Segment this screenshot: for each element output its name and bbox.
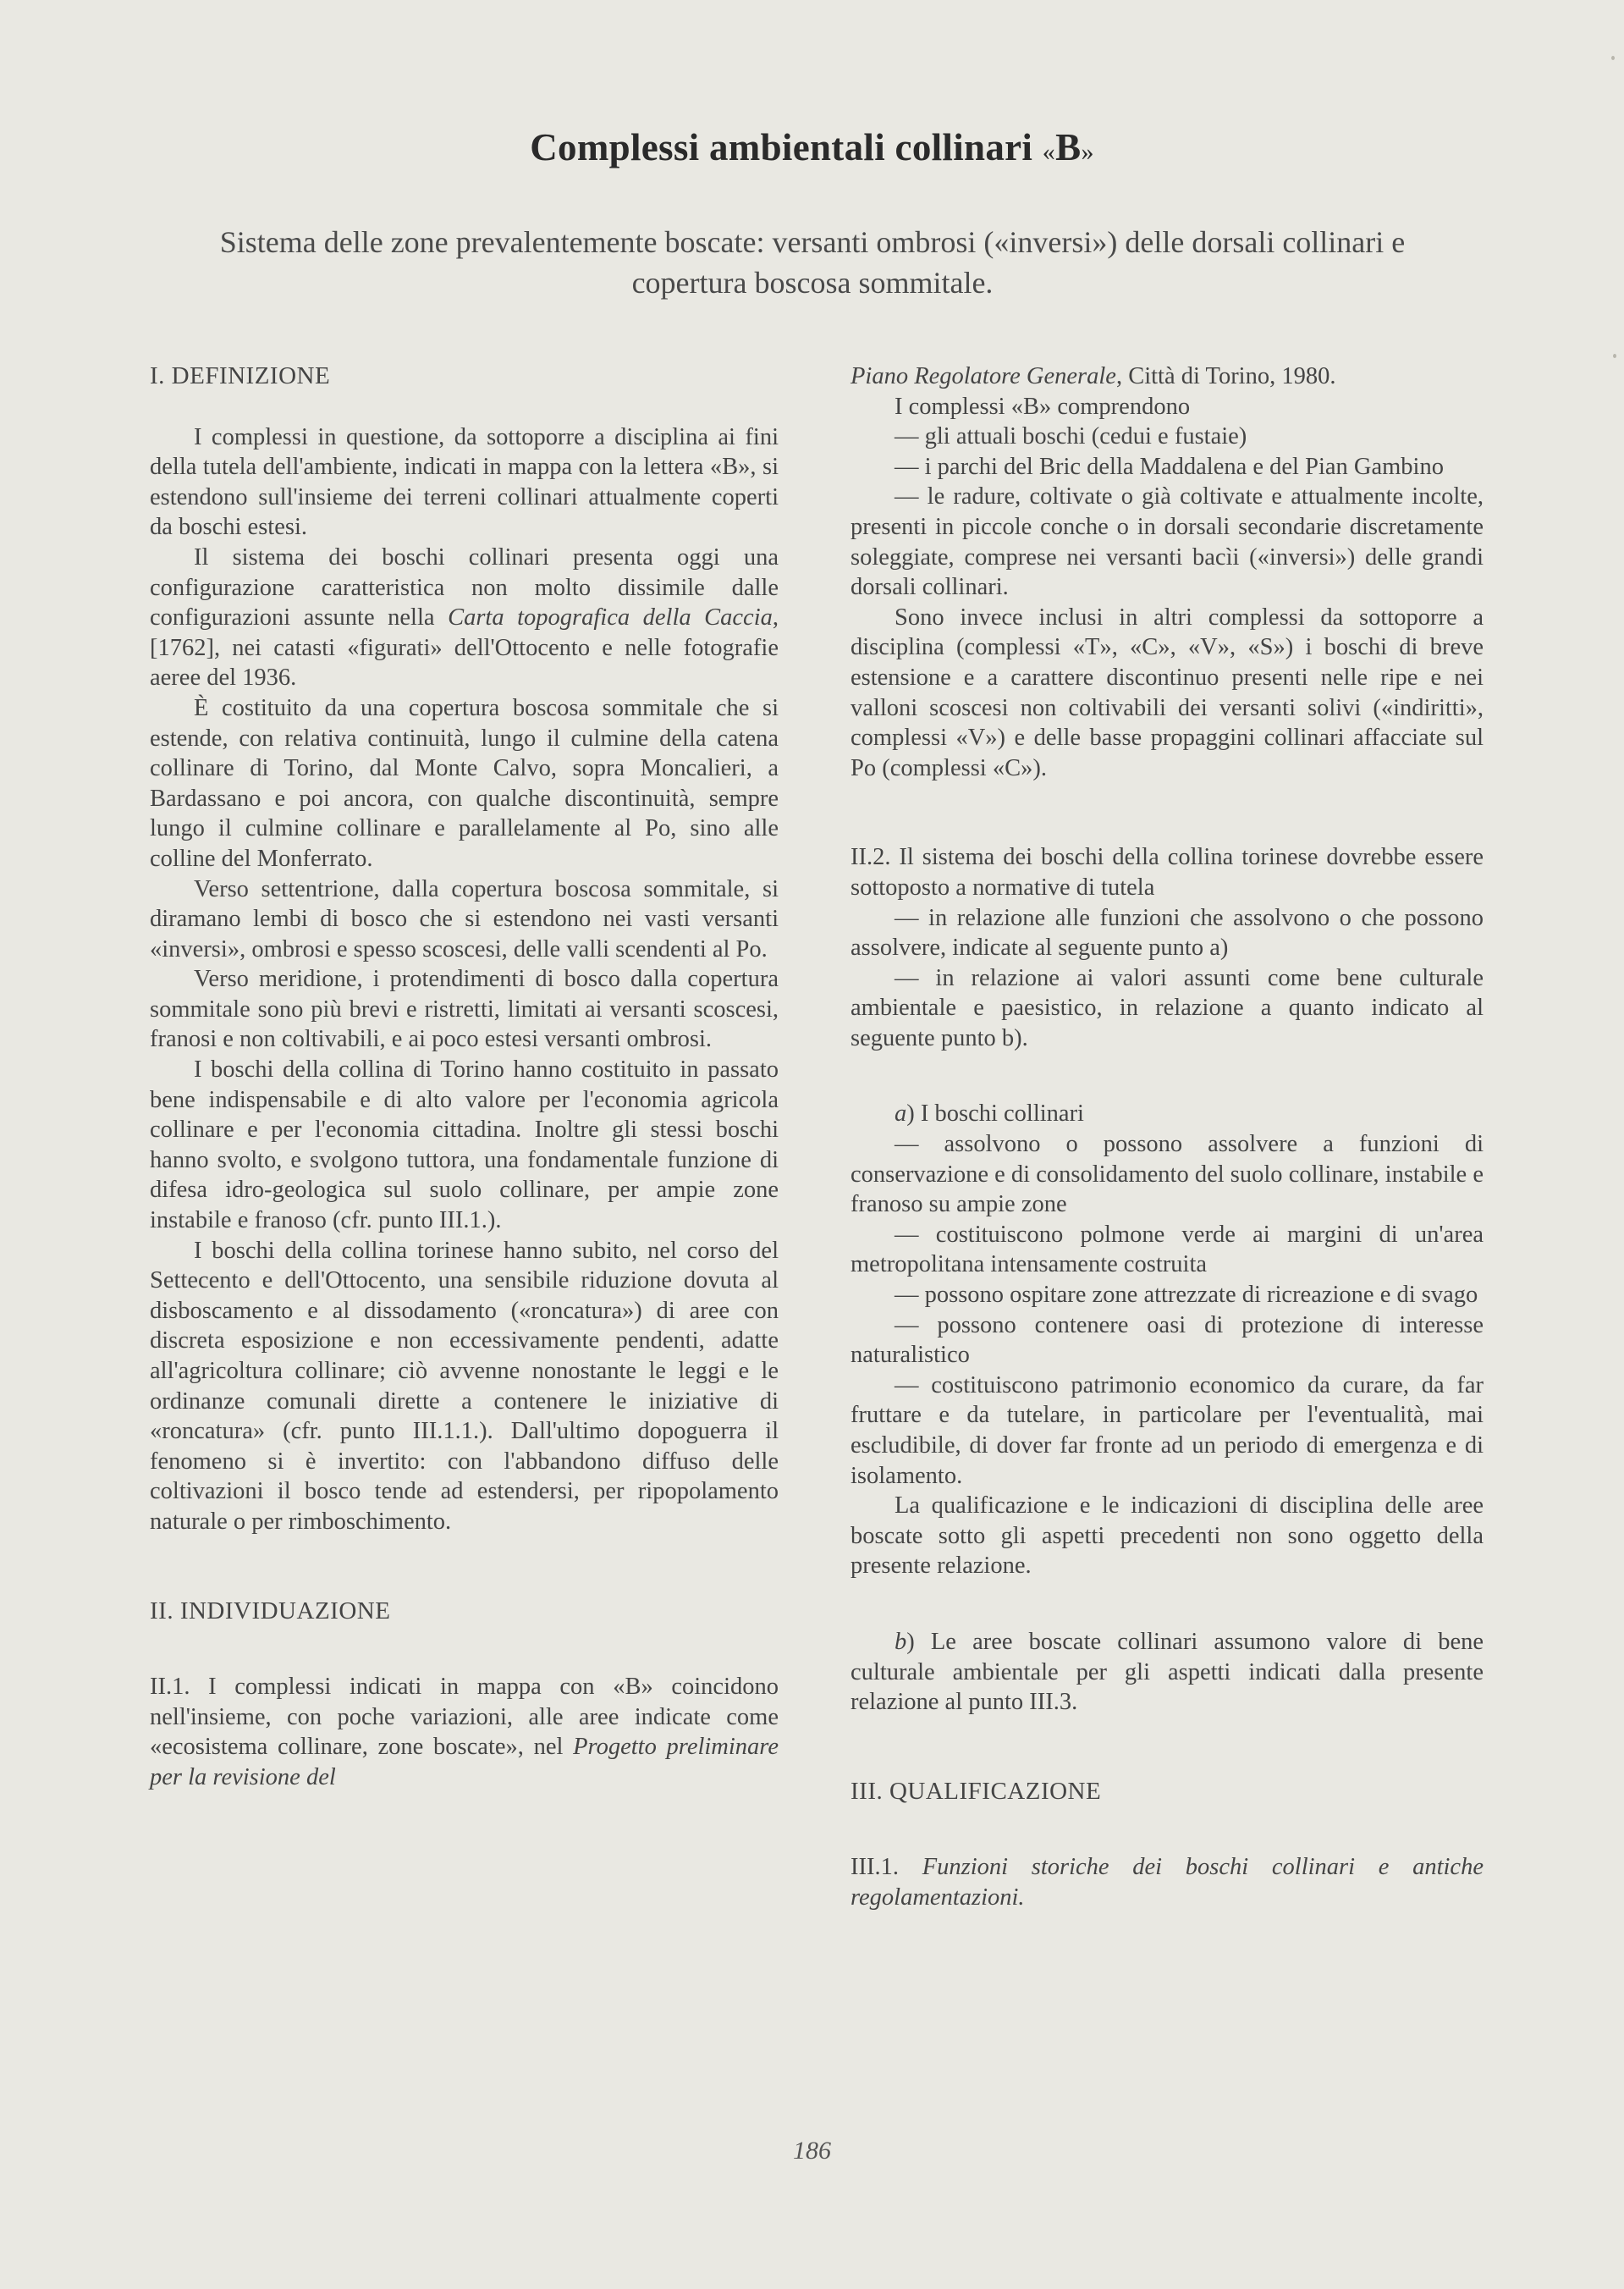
paragraph: La qualificazione e le indicazioni di disciplina delle aree boscate sotto gli aspetti precedenti non sono oggetto della presente relazione. (851, 1492, 1484, 1580)
paragraph (851, 1627, 1484, 1718)
list-item: — in relazione alle funzioni che assolvono o che possono assolvere, indicate al seguente punto a) (851, 904, 1484, 962)
page-title (0, 125, 1624, 169)
section-heading-definizione: I. DEFINIZIONE (150, 362, 331, 389)
paragraph: I complessi «B» comprendono (895, 393, 1191, 420)
text-run: ) Le aree boscate collinari assumono valore di bene culturale ambientale per gli aspetti indicati dalla presente relazione al punto III.3. (851, 1628, 1484, 1716)
title-quote-open: « (1042, 138, 1056, 166)
list-item: — costituiscono polmone verde ai margini di un'area metropolitana intensamente costruita (851, 1221, 1484, 1278)
paragraph (851, 361, 1484, 392)
text-run: , Città di Torino, 1980. (1115, 363, 1336, 389)
section-heading-qualificazione: III. QUALIFICAZIONE (851, 1777, 1102, 1805)
right-column (851, 361, 1484, 1913)
scan-speck (1613, 354, 1616, 358)
section-heading-individuazione: II. INDIVIDUAZIONE (150, 1597, 391, 1624)
list-item: — le radure, coltivate o già coltivate e attualmente incolte, presenti in piccole conche o in dorsali secondarie discretamente soleggiate, comprese nei versanti bacìi («inversi») delle grandi dorsali collinari. (851, 483, 1484, 601)
list-item: — gli attuali boschi (cedui e fustaie) (895, 423, 1247, 450)
italic-letter: a (895, 1100, 907, 1128)
paragraph: È costituito da una copertura boscosa sommitale che si estende, con relativa continuità, lungo il culmine della catena collinare di Torino, dal Monte Calvo, sopra Moncalieri, a Bardassano e poi ancora, con qualche discontinuità, sempre lungo il culmine collinare e parallelamente al Po, sino alle colline del Monferrato. (150, 694, 779, 872)
left-column (150, 361, 779, 1793)
text-run: III.1. (851, 1854, 922, 1881)
italic-citation: Piano Regolatore Generale (851, 363, 1116, 389)
list-item: — assolvono o possono assolvere a funzioni di conservazione e di consolidamento del suolo collinare, instabile e franoso su ampie zone (851, 1131, 1484, 1218)
paragraph: I complessi in questione, da sottoporre a disciplina ai fini della tutela dell'ambiente, indicati in mappa con la lettera «B», si estendono sull'insieme dei terreni collinari attualmente coperti da boschi estesi. (150, 423, 779, 541)
text-run: II.1. I complessi indicati in mappa con «B» coincidono nell'insieme, con poche variazioni, alle aree indicate come «ecosistema collinare, zone boscate», nel (150, 1674, 779, 1761)
paragraph: II.2. Il sistema dei boschi della collina torinese dovrebbe essere sottoposto a normative di tutela (851, 844, 1484, 901)
paragraph: Verso meridione, i protendimenti di bosco dalla copertura sommitale sono più brevi e ristretti, limitati ai versanti scoscesi, franosi e non coltivabili, e ai poco estesi versanti ombrosi. (150, 966, 779, 1053)
list-item: — possono contenere oasi di protezione di interesse naturalistico (851, 1311, 1484, 1369)
list-item: — costituiscono patrimonio economico da curare, da far fruttare e da tutelare, in particolare per l'eventualità, mai escludibile, di dover far fronte ad un periodo di emergenza e di isolamento. (851, 1371, 1484, 1489)
italic-citation: Progetto preliminare per la revisione del (150, 1734, 779, 1790)
paragraph: I boschi della collina di Torino hanno costituito in passato bene indispensabile e di alto valore per l'economia agricola collinare e per l'economia cittadina. Inoltre gli stessi boschi hanno svolto, e svolgono tuttora, una fondamentale funzione di difesa idro-geologica sul suolo collinare, per ampie zone instabile e franoso (cfr. punto III.1.). (150, 1056, 779, 1234)
page-number: 186 (793, 2137, 831, 2165)
paragraph (851, 1852, 1484, 1912)
italic-letter: b (895, 1628, 907, 1655)
text-run: Il sistema dei boschi collinari presenta oggi una configurazione caratteristica non molto dissimile dalle configurazioni assunte nella (150, 543, 779, 632)
list-item: — i parchi del Bric della Maddalena e del Pian Gambino (895, 453, 1444, 480)
paragraph (150, 1672, 779, 1792)
paragraph: Sono invece inclusi in altri complessi da sottoporre a disciplina (complessi «T», «C», «V», «S») i boschi di breve estensione e a carattere discontinuo presenti nelle ripe e nei valloni scoscesi non coltivabili dei versanti solivi («indiritti», complessi «V») e delle basse propaggini collinari affacciate sul Po (complessi «C»). (851, 604, 1484, 781)
italic-citation: Carta topografica della Caccia (448, 604, 773, 632)
italic-subheading: Funzioni storiche dei boschi collinari e antiche regolamentazioni. (851, 1854, 1484, 1911)
paragraph (851, 1099, 1484, 1129)
paragraph (150, 543, 779, 693)
page-subtitle: Sistema delle zone prevalentemente boscate: versanti ombrosi («inversi») delle dorsali collinari e copertura boscosa sommitale. (219, 225, 1406, 300)
title-letter: B (1055, 126, 1082, 168)
title-text: Complessi ambientali collinari (530, 126, 1033, 168)
title-quote-close: » (1081, 138, 1094, 166)
paragraph: I boschi della collina torinese hanno subito, nel corso del Settecento e dell'Ottocento, una sensibile riduzione dovuta al disboscamento e al dissodamento («roncatura») di aree con discreta esposizione e non eccessivamente pendenti, adatte all'agricoltura collinare; ciò avvenne nonostante le leggi e le ordinanze comunali dirette a contenere le iniziative di «roncatura» (cfr. punto III.1.1.). Dall'ultimo dopoguerra il fenomeno si è invertito: con l'abbandono diffuso delle coltivazioni il bosco tende ad estendersi, per ripopolamento naturale o per rimboschimento. (150, 1237, 779, 1535)
paragraph: Verso settentrione, dalla copertura boscosa sommitale, si diramano lembi di bosco che si estendono nei vasti versanti «inversi», ombrosi e spesso scoscesi, delle valli scendenti al Po. (150, 875, 779, 962)
text-run: ) I boschi collinari (906, 1100, 1084, 1128)
scan-speck (1611, 56, 1615, 60)
text-run: , [1762], nei catasti «figurati» dell'Ottocento e nelle fotografie aeree del 1936. (150, 604, 779, 692)
list-item: — in relazione ai valori assunti come bene culturale ambientale e paesistico, in relazione a quanto indicato al seguente punto b). (851, 964, 1484, 1051)
list-item: — possono ospitare zone attrezzate di ricreazione e di svago (895, 1282, 1478, 1309)
